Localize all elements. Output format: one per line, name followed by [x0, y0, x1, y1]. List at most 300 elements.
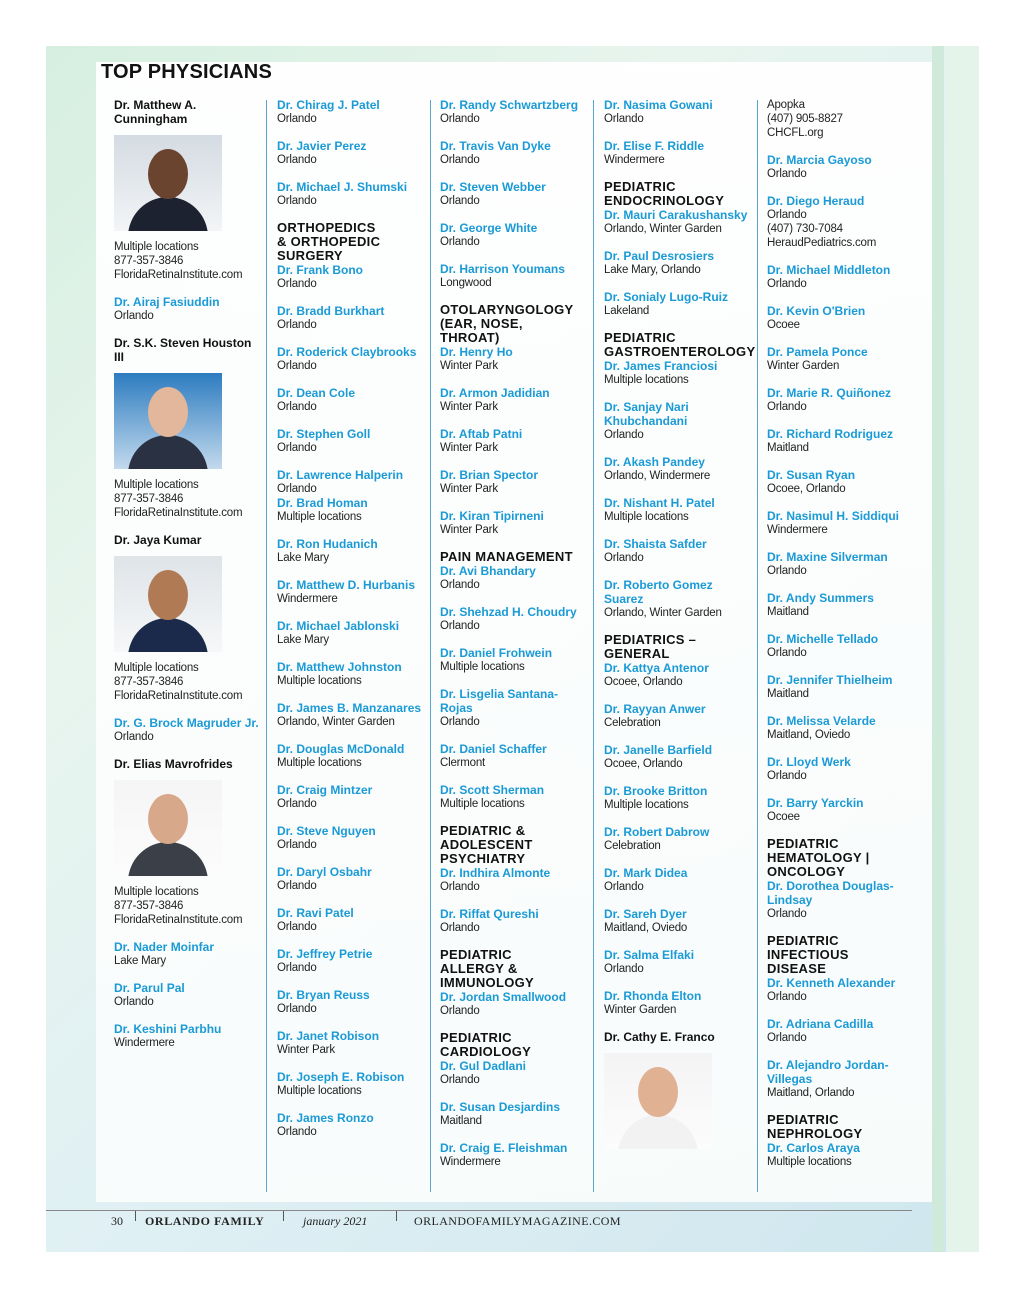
physician-name[interactable]: Dr. Salma Elfaki [604, 948, 695, 962]
physician-entry[interactable] [277, 1111, 427, 1139]
specialty-heading [767, 1113, 917, 1141]
physician-location: Ocoee [767, 319, 800, 331]
physician-entry[interactable] [604, 496, 754, 524]
physician-entry[interactable] [604, 139, 754, 167]
physician-location: Celebration [604, 717, 661, 729]
physician-name[interactable]: Dr. Sanjay Nari Khubchandani [604, 400, 689, 428]
physician-entry[interactable] [440, 262, 590, 290]
physician-entry[interactable] [767, 673, 917, 701]
physician-column-2 [277, 98, 427, 1152]
physician-location: Orlando [767, 908, 807, 920]
footer-divider [396, 1211, 397, 1221]
physician-location: Orlando [604, 552, 644, 564]
physician-location: Orlando [604, 963, 644, 975]
physician-location: Orlando [277, 278, 317, 290]
physician-location: Orlando [440, 579, 480, 591]
physician-name[interactable]: Dr. Javier Perez [277, 139, 367, 153]
physician-entry[interactable] [114, 1022, 264, 1050]
physician-entry[interactable] [277, 180, 427, 208]
physician-entry[interactable] [604, 825, 754, 853]
physician-location: Windermere [440, 1156, 501, 1168]
physician-location: Orlando [114, 310, 154, 322]
specialty-heading-line: OTOLARYNGOLOGY [440, 302, 574, 317]
physician-entry[interactable] [440, 98, 590, 126]
physician-name[interactable]: Dr. Susan Ryan [767, 468, 856, 482]
physician-name[interactable]: Dr. Janet Robison [277, 1029, 380, 1043]
physician-entry[interactable] [277, 1070, 427, 1098]
physician-entry[interactable] [604, 989, 754, 1017]
physician-entry[interactable] [114, 940, 264, 968]
physician-entry[interactable] [440, 509, 590, 537]
physician-name[interactable]: Dr. Bryan Reuss [277, 988, 370, 1002]
physician-location: Multiple locations [114, 241, 199, 253]
physician-name[interactable]: Dr. Lawrence Halperin [277, 468, 404, 482]
physician-name[interactable]: Dr. Jordan Smallwood [440, 990, 567, 1004]
physician-entry[interactable] [277, 468, 427, 496]
specialty-heading-line: PSYCHIATRY [440, 851, 526, 866]
physician-name[interactable]: Dr. Michael Jablonski [277, 619, 400, 633]
physician-location: Winter Garden [604, 1004, 677, 1016]
physician-location: Orlando [277, 962, 317, 974]
physician-name[interactable]: Dr. Matthew Johnston [277, 660, 402, 674]
physician-photo [114, 780, 222, 876]
physician-location: Orlando [767, 991, 807, 1003]
physician-entry[interactable] [767, 879, 917, 921]
physician-entry[interactable] [277, 496, 427, 524]
physician-entry[interactable] [767, 263, 917, 291]
physician-name[interactable]: Dr. Douglas McDonald [277, 742, 405, 756]
physician-entry [114, 98, 264, 126]
physician-entry[interactable] [767, 796, 917, 824]
contact-line [114, 268, 264, 282]
physician-name[interactable]: Dr. Jeffrey Petrie [277, 947, 373, 961]
physician-entry[interactable] [277, 947, 427, 975]
physician-location: Orlando [604, 429, 644, 441]
contact-line [114, 885, 264, 899]
specialty-heading-line: HEMATOLOGY | [767, 850, 870, 865]
physician-location: Orlando [767, 770, 807, 782]
decor-strip [932, 46, 944, 1252]
physician-location: Lakeland [604, 305, 650, 317]
physician-name[interactable]: Dr. Kevin O'Brien [767, 304, 866, 318]
physician-name[interactable]: Dr. Paul Desrosiers [604, 249, 715, 263]
physician-entry[interactable] [604, 702, 754, 730]
physician-name[interactable]: Dr. Daniel Frohwein [440, 646, 553, 660]
physician-location: Orlando [277, 483, 317, 495]
physician-name[interactable]: Dr. Marcia Gayoso [767, 153, 872, 167]
physician-entry[interactable] [277, 578, 427, 606]
issue-date: january 2021 [303, 1214, 368, 1228]
physician-entry[interactable] [277, 427, 427, 455]
physician-name[interactable]: Dr. G. Brock Magruder Jr. [114, 716, 259, 730]
physician-entry[interactable] [604, 866, 754, 894]
physician-entry[interactable] [440, 687, 590, 729]
physician-entry[interactable] [440, 386, 590, 414]
physician-name[interactable]: Dr. Andy Summers [767, 591, 874, 605]
physician-entry[interactable] [114, 716, 264, 744]
physician-location: Multiple locations [767, 1156, 852, 1168]
physician-entry[interactable] [277, 386, 427, 414]
physician-name[interactable]: Dr. Rhonda Elton [604, 989, 702, 1003]
physician-location: Orlando, Windermere [604, 470, 711, 482]
physician-location: Orlando [277, 113, 317, 125]
physician-entry[interactable] [767, 1141, 917, 1169]
physician-column-3 [440, 98, 590, 1182]
physician-entry[interactable] [440, 139, 590, 167]
physician-location: 877-357-3846 [114, 900, 184, 912]
photo-body [128, 197, 208, 231]
physician-location: Orlando, Winter Garden [604, 223, 722, 235]
physician-entry[interactable] [277, 139, 427, 167]
physician-name[interactable]: Dr. Brad Homan [277, 496, 368, 510]
specialty-heading [440, 1031, 590, 1059]
physician-name[interactable]: Dr. Kiran Tipirneni [440, 509, 544, 523]
physician-entry[interactable] [604, 537, 754, 565]
physician-entry[interactable] [604, 661, 754, 689]
physician-location: Orlando [604, 881, 644, 893]
physician-entry[interactable] [604, 98, 754, 126]
physician-photo [604, 1053, 712, 1149]
specialty-heading [767, 837, 917, 879]
physician-entry[interactable] [440, 564, 590, 592]
physician-location: Maitland, Oviedo [767, 729, 851, 741]
physician-entry[interactable] [277, 701, 427, 729]
physician-entry[interactable] [767, 427, 917, 455]
physician-name[interactable]: Dr. Dorothea Douglas-Lindsay [767, 879, 894, 907]
physician-name[interactable]: Dr. Travis Van Dyke [440, 139, 551, 153]
physician-entry[interactable] [277, 865, 427, 893]
physician-location: Maitland [767, 442, 809, 454]
physician-name[interactable]: Dr. Jennifer Thielheim [767, 673, 893, 687]
physician-entry[interactable] [604, 907, 754, 935]
physician-entry[interactable] [767, 632, 917, 660]
physician-location: Orlando [277, 401, 317, 413]
specialty-heading-line: PEDIATRICS – [604, 632, 697, 647]
physician-location: Lake Mary [277, 552, 329, 564]
specialty-heading-line: PEDIATRIC [604, 179, 676, 194]
physician-entry[interactable] [440, 221, 590, 249]
physician-location: Windermere [767, 524, 828, 536]
physician-name[interactable]: Dr. Steven Webber [440, 180, 546, 194]
physician-entry[interactable] [767, 509, 917, 537]
physician-name[interactable]: Dr. Gul Dadlani [440, 1059, 527, 1073]
physician-entry[interactable] [767, 976, 917, 1004]
specialty-heading-line: NEPHROLOGY [767, 1126, 863, 1141]
physician-entry[interactable] [440, 990, 590, 1018]
physician-location: Windermere [277, 593, 338, 605]
physician-name[interactable]: Dr. Daniel Schaffer [440, 742, 547, 756]
physician-location: Orlando [277, 154, 317, 166]
page-number: 30 [111, 1214, 123, 1228]
physician-name[interactable]: Dr. Stephen Goll [277, 427, 371, 441]
physician-entry[interactable] [604, 455, 754, 483]
physician-name[interactable]: Dr. Chirag J. Patel [277, 98, 380, 112]
contact-line [114, 478, 264, 492]
physician-entry[interactable] [604, 578, 754, 620]
physician-entry[interactable] [277, 537, 427, 565]
physician-name: Dr. Jaya Kumar [114, 533, 202, 547]
contact-line [767, 126, 917, 140]
physician-location: Orlando [114, 996, 154, 1008]
physician-name[interactable]: Dr. Barry Yarckin [767, 796, 864, 810]
physician-name[interactable]: Dr. Aftab Patni [440, 427, 523, 441]
physician-location: Orlando [114, 731, 154, 743]
physician-location: Winter Park [440, 483, 498, 495]
physician-entry[interactable] [767, 386, 917, 414]
physician-name[interactable]: Dr. Joseph E. Robison [277, 1070, 405, 1084]
physician-entry[interactable] [277, 988, 427, 1016]
physician-location: Orlando [440, 1074, 480, 1086]
physician-entry[interactable] [767, 591, 917, 619]
physician-location: Orlando [767, 1032, 807, 1044]
physician-name[interactable]: Dr. Michael J. Shumski [277, 180, 408, 194]
physician-entry[interactable] [440, 1100, 590, 1128]
physician-name[interactable]: Dr. Michael Middleton [767, 263, 891, 277]
physician-name[interactable]: Dr. Robert Dabrow [604, 825, 710, 839]
physician-name[interactable]: Dr. Dean Cole [277, 386, 356, 400]
physician-location: Winter Park [440, 401, 498, 413]
physician-entry[interactable] [767, 550, 917, 578]
physician-location: Multiple locations [440, 661, 525, 673]
specialty-heading [440, 303, 590, 345]
contact-line [114, 492, 264, 506]
physician-name[interactable]: Dr. Lloyd Werk [767, 755, 851, 769]
physician-location: Orlando [440, 154, 480, 166]
physician-location: Orlando [440, 1005, 480, 1017]
physician-name[interactable]: Dr. Elise F. Riddle [604, 139, 705, 153]
physician-location: Apopka [767, 99, 805, 111]
physician-entry[interactable] [440, 605, 590, 633]
specialty-heading [440, 550, 590, 564]
physician-entry[interactable] [767, 714, 917, 742]
physician-name[interactable]: Dr. Harrison Youmans [440, 262, 565, 276]
specialty-heading-line: GASTROENTEROLOGY [604, 344, 756, 359]
physician-location: Orlando, Winter Garden [604, 607, 722, 619]
physician-name[interactable]: Dr. James Franciosi [604, 359, 718, 373]
physician-entry[interactable] [440, 427, 590, 455]
physician-name[interactable]: Dr. Keshini Parbhu [114, 1022, 222, 1036]
physician-name[interactable]: Dr. James B. Manzanares [277, 701, 422, 715]
physician-entry[interactable] [767, 1058, 917, 1100]
physician-location: 877-357-3846 [114, 255, 184, 267]
physician-entry[interactable] [440, 1059, 590, 1087]
physician-location: Multiple locations [277, 675, 362, 687]
physician-entry[interactable] [440, 646, 590, 674]
physician-name[interactable]: Dr. Carlos Araya [767, 1141, 860, 1155]
specialty-heading [277, 221, 427, 263]
physician-entry[interactable] [604, 784, 754, 812]
physician-entry[interactable] [604, 290, 754, 318]
physician-entry[interactable] [767, 194, 917, 250]
contact-line [114, 899, 264, 913]
physician-entry [114, 757, 264, 771]
physician-name[interactable]: Dr. Indhira Almonte [440, 866, 551, 880]
physician-name[interactable]: Dr. Henry Ho [440, 345, 513, 359]
physician-entry[interactable] [277, 304, 427, 332]
physician-location: Orlando [277, 921, 317, 933]
physician-location: CHCFL.org [767, 127, 824, 139]
physician-name[interactable]: Dr. Nishant H. Patel [604, 496, 715, 510]
physician-name[interactable]: Dr. Richard Rodriguez [767, 427, 894, 441]
physician-name[interactable]: Dr. Adriana Cadilla [767, 1017, 874, 1031]
physician-entry[interactable] [277, 660, 427, 688]
physician-entry[interactable] [114, 981, 264, 1009]
physician-name[interactable]: Dr. Ron Hudanich [277, 537, 378, 551]
physician-name[interactable]: Dr. Susan Desjardins [440, 1100, 561, 1114]
physician-name[interactable]: Dr. Pamela Ponce [767, 345, 868, 359]
physician-name[interactable]: Dr. Craig Mintzer [277, 783, 373, 797]
physician-name[interactable]: Dr. Avi Bhandary [440, 564, 536, 578]
physician-entry[interactable] [604, 208, 754, 236]
photo-head [148, 794, 188, 844]
contact-detail: HeraudPediatrics.com [767, 237, 877, 249]
physician-location: Orlando [440, 716, 480, 728]
contact-line [114, 661, 264, 675]
physician-name[interactable]: Dr. Alejandro Jordan-Villegas [767, 1058, 889, 1086]
physician-name[interactable]: Dr. Lisgelia Santana-Rojas [440, 687, 559, 715]
physician-name[interactable]: Dr. Nader Moinfar [114, 940, 215, 954]
physician-name[interactable]: Dr. Melissa Velarde [767, 714, 876, 728]
column-divider [266, 100, 267, 1192]
physician-entry[interactable] [767, 345, 917, 373]
photo-body [618, 1115, 698, 1149]
physician-name[interactable]: Dr. Daryl Osbahr [277, 865, 372, 879]
physician-entry[interactable] [440, 345, 590, 373]
physician-location: Maitland [767, 606, 809, 618]
physician-entry[interactable] [277, 906, 427, 934]
physician-name[interactable]: Dr. Nasimul H. Siddiqui [767, 509, 900, 523]
physician-entry[interactable] [604, 359, 754, 387]
contact-line [114, 689, 264, 703]
physician-entry[interactable] [440, 468, 590, 496]
physician-entry[interactable] [277, 824, 427, 852]
physician-location: Maitland, Orlando [767, 1087, 855, 1099]
physician-entry[interactable] [440, 742, 590, 770]
physician-location: Maitland [767, 688, 809, 700]
physician-location: Orlando [440, 195, 480, 207]
physician-name[interactable]: Dr. Roderick Claybrooks [277, 345, 417, 359]
physician-location: Orlando [767, 278, 807, 290]
physician-location: FloridaRetinaInstitute.com [114, 507, 243, 519]
physician-location: Winter Park [440, 360, 498, 372]
physician-location: Orlando [440, 922, 480, 934]
physician-name[interactable]: Dr. Brian Spector [440, 468, 539, 482]
physician-location: 877-357-3846 [114, 676, 184, 688]
physician-entry[interactable] [767, 304, 917, 332]
specialty-heading-line: DISEASE [767, 961, 827, 976]
physician-name[interactable]: Dr. Steve Nguyen [277, 824, 376, 838]
physician-name[interactable]: Dr. Mauri Carakushansky [604, 208, 748, 222]
physician-entry[interactable] [277, 263, 427, 291]
column-divider [757, 100, 758, 1192]
physician-name[interactable]: Dr. Bradd Burkhart [277, 304, 385, 318]
specialty-heading-line: IMMUNOLOGY [440, 975, 534, 990]
contact-line [114, 506, 264, 520]
physician-entry[interactable] [277, 98, 427, 126]
physician-name[interactable]: Dr. Airaj Fasiuddin [114, 295, 220, 309]
physician-name[interactable]: Dr. Shehzad H. Choudry [440, 605, 577, 619]
physician-location: Orlando [767, 209, 807, 221]
physician-entry[interactable] [277, 345, 427, 373]
physician-name[interactable]: Dr. Mark Didea [604, 866, 688, 880]
photo-head [148, 149, 188, 199]
physician-location: Orlando [767, 565, 807, 577]
specialty-heading-line: CARDIOLOGY [440, 1044, 532, 1059]
physician-name[interactable]: Dr. Riffat Qureshi [440, 907, 539, 921]
physician-name[interactable]: Dr. George White [440, 221, 538, 235]
physician-name[interactable]: Dr. Parul Pal [114, 981, 185, 995]
physician-name[interactable]: Dr. Akash Pandey [604, 455, 705, 469]
physician-entry[interactable] [277, 619, 427, 647]
physician-entry[interactable] [277, 742, 427, 770]
physician-name[interactable]: Dr. Sonialy Lugo-Ruiz [604, 290, 729, 304]
physician-name[interactable]: Dr. Rayyan Anwer [604, 702, 706, 716]
physician-name[interactable]: Dr. Scott Sherman [440, 783, 545, 797]
photo-body [128, 842, 208, 876]
physician-name[interactable]: Dr. Diego Heraud [767, 194, 865, 208]
physician-column-4 [604, 98, 754, 1158]
physician-name[interactable]: Dr. Sareh Dyer [604, 907, 687, 921]
physician-column-1 [114, 98, 264, 1063]
physician-name[interactable]: Dr. Brooke Britton [604, 784, 708, 798]
physician-location: Orlando [277, 1126, 317, 1138]
physician-name[interactable]: Dr. Matthew D. Hurbanis [277, 578, 416, 592]
physician-entry[interactable] [114, 295, 264, 323]
physician-name[interactable]: Dr. Michelle Tellado [767, 632, 879, 646]
physician-entry [114, 336, 264, 364]
column-divider [430, 100, 431, 1192]
physician-entry[interactable] [604, 249, 754, 277]
physician-name[interactable]: Dr. Kattya Antenor [604, 661, 709, 675]
physician-location: Lake Mary [114, 955, 166, 967]
physician-name[interactable]: Dr. Armon Jadidian [440, 386, 550, 400]
physician-entry[interactable] [604, 743, 754, 771]
physician-name[interactable]: Dr. Ravi Patel [277, 906, 354, 920]
physician-name[interactable]: Dr. Janelle Barfield [604, 743, 713, 757]
physician-name[interactable]: Dr. Nasima Gowani [604, 98, 713, 112]
physician-entry[interactable] [440, 1141, 590, 1169]
specialty-heading-line: GENERAL [604, 646, 670, 661]
physician-column-5 [767, 98, 917, 1182]
physician-name[interactable]: Dr. Craig E. Fleishman [440, 1141, 568, 1155]
physician-entry[interactable] [604, 948, 754, 976]
physician-name[interactable]: Dr. Kenneth Alexander [767, 976, 896, 990]
physician-entry [114, 533, 264, 547]
physician-name[interactable]: Dr. Marie R. Quiñonez [767, 386, 892, 400]
physician-name[interactable]: Dr. James Ronzo [277, 1111, 374, 1125]
physician-entry[interactable] [440, 907, 590, 935]
physician-entry[interactable] [440, 180, 590, 208]
physician-entry[interactable] [767, 755, 917, 783]
physician-name[interactable]: Dr. Roberto Gomez Suarez [604, 578, 713, 606]
physician-name[interactable]: Dr. Maxine Silverman [767, 550, 888, 564]
physician-entry[interactable] [277, 1029, 427, 1057]
physician-name[interactable]: Dr. Randy Schwartzberg [440, 98, 579, 112]
physician-entry[interactable] [440, 866, 590, 894]
physician-name[interactable]: Dr. Frank Bono [277, 263, 364, 277]
physician-name: Dr. S.K. Steven Houston III [114, 336, 252, 364]
physician-entry[interactable] [767, 153, 917, 181]
physician-name[interactable]: Dr. Shaista Safder [604, 537, 707, 551]
photo-head [638, 1067, 678, 1117]
physician-entry[interactable] [440, 783, 590, 811]
physician-entry[interactable] [767, 468, 917, 496]
physician-entry[interactable] [277, 783, 427, 811]
physician-entry[interactable] [767, 1017, 917, 1045]
physician-location: Longwood [440, 277, 492, 289]
physician-entry[interactable] [604, 400, 754, 442]
website-link[interactable]: ORLANDOFAMILYMAGAZINE.COM [414, 1214, 621, 1228]
